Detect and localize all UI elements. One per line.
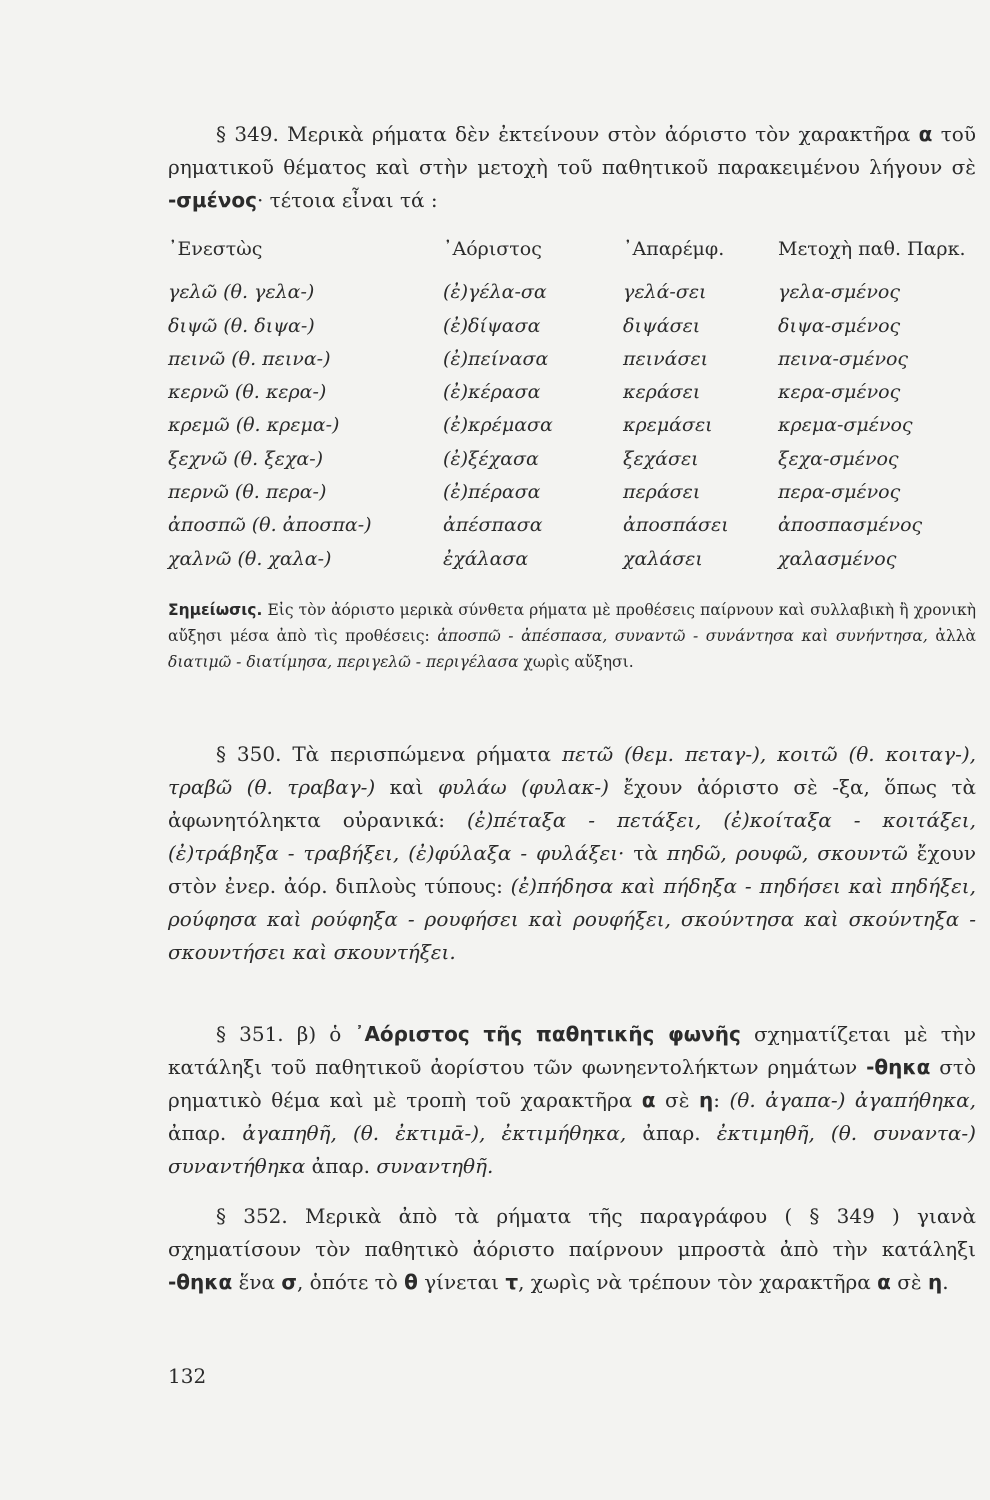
table-row — [168, 548, 980, 581]
italic-text: (ἐ)πήδησα καὶ πήδηξα - πηδήσει καὶ πηδήξει, ρούφησα καὶ ρούφηξα - ρουφήσει καὶ ρουφήξει, σκούντησα καὶ σκούντηξα - σκουντήσει καὶ σκουντήξει. — [168, 874, 977, 964]
bold-text: α — [641, 1088, 656, 1112]
text: Εἰς τὸν ἀόριστο μερικὰ σύνθετα ρήματα μὲ προθέσεις παίρνουν καὶ συλλαβικὴ ἢ χρονικὴ αὔξησι μέσα ἀπὸ τὶς προθέσεις: — [168, 601, 976, 645]
section-number: § 349. — [216, 122, 279, 146]
table-cell: (ἐ)πείνασα — [443, 347, 549, 370]
text: χωρὶς αὔξησι. — [518, 653, 634, 671]
text: σὲ — [890, 1270, 928, 1294]
table-cell: κεράσει — [623, 381, 701, 404]
italic-text: ἀγαπηθῆ, (θ. ἐκτιμᾱ-), ἐκτιμήθηκα, — [242, 1121, 627, 1145]
bold-text: -θηκα — [866, 1055, 931, 1079]
text: στὸ ρηματικὸ θέμα καὶ μὲ τροπὴ τοῦ χαρακτῆρα — [168, 1055, 976, 1112]
text: τὰ — [624, 841, 667, 865]
paragraph-350 — [168, 738, 976, 969]
bold-text: σ — [281, 1270, 297, 1294]
table-cell: ἀπέσπασα — [443, 514, 543, 537]
table-cell: κερα-σμένος — [778, 381, 901, 404]
table-cell: ἐχάλασα — [443, 547, 529, 570]
paragraph-351 — [168, 1018, 976, 1183]
table-cell: κρεμῶ (θ. κρεμα-) — [168, 414, 340, 437]
bold-text: -σμένος — [168, 188, 257, 212]
table-cell: διψῶ (θ. διψα-) — [168, 314, 315, 337]
text: σχηματίζεται μὲ τὴν κατάληξι τοῦ παθητικοῦ ἀορίστου τῶν φωνηεντολήκτων ρημάτων — [168, 1022, 976, 1079]
table-cell: (ἐ)ξέχασα — [443, 447, 539, 470]
table-cell: γελῶ (θ. γελα-) — [168, 281, 315, 304]
table-cell: ἀποσπῶ (θ. ἀποσπα-) — [168, 514, 372, 537]
section-number: § 350. — [216, 742, 282, 766]
table-cell: (ἐ)γέλα-σα — [443, 281, 547, 304]
table-cell: χαλάσει — [623, 547, 703, 570]
table-cell: (ἐ)πέρασα — [443, 481, 541, 504]
table-cell: (ἐ)δίψασα — [443, 314, 541, 337]
text: , χωρὶς νὰ τρέπουν τὸν χαρακτῆρα — [518, 1270, 878, 1294]
table-cell: πεινάσει — [623, 347, 709, 370]
table-cell: ἀποσπάσει — [623, 514, 729, 537]
italic-text: (ἐ)πέταξα - πετάξει, (ἐ)κοίταξα - κοιτάξει, (ἐ)τράβηξα - τραβήξει, (ἐ)φύλαξα - φυλάξει· — [168, 808, 976, 865]
text: ἔχουν στὸν ἐνερ. ἀόρ. διπλοὺς τύπους: — [168, 841, 976, 898]
italic-text: ἐκτιμηθῆ, (θ. συναντα-) συναντήθηκα — [168, 1121, 976, 1178]
bold-text: η — [928, 1270, 943, 1294]
table-cell: διψα-σμένος — [778, 314, 901, 337]
table-cell: (ἐ)κρέμασα — [443, 414, 553, 437]
paragraph-349 — [168, 118, 976, 217]
header-cell: ᾿Αόριστος — [443, 238, 542, 260]
bold-text: ᾿Αόριστος τῆς παθητικῆς φωνῆς — [354, 1022, 741, 1046]
section-number: § 352. — [216, 1204, 288, 1228]
table-row — [168, 514, 980, 547]
italic-text: (θ. ἀγαπα-) ἀγαπήθηκα, — [729, 1088, 976, 1112]
text: . — [942, 1270, 949, 1294]
table-cell: πεινῶ (θ. πεινα-) — [168, 347, 331, 370]
table-row — [168, 315, 980, 348]
table-row — [168, 348, 980, 381]
text: σὲ — [655, 1088, 699, 1112]
table-cell: ξεχνῶ (θ. ξεχα-) — [168, 447, 324, 470]
section-number: § 351. — [216, 1022, 284, 1046]
text: β) ὁ — [283, 1022, 355, 1046]
table-row — [168, 448, 980, 481]
text: ἕνα — [232, 1270, 282, 1294]
note — [168, 597, 976, 675]
table-cell: πεινα-σμένος — [778, 347, 909, 370]
table-cell: ἀποσπασμένος — [778, 514, 923, 537]
text: Τὰ περισπώμενα ρήματα — [281, 742, 562, 766]
table-cell: κερνῶ (θ. κερα-) — [168, 381, 327, 404]
italic-text: φυλάω (φυλακ-) — [437, 775, 609, 799]
table-cell: χαλνῶ (θ. χαλα-) — [168, 547, 332, 570]
text: ἔχουν ἀόριστο σὲ -ξα, ὅπως τὰ ἀφωνητόληκτα οὐρανικά: — [168, 775, 977, 832]
text: τοῦ ρηματικοῦ θέματος καὶ στὴν μετοχὴ τοῦ παθητικοῦ παρακειμένου λήγουν σὲ — [168, 122, 976, 179]
table-cell: γελά-σει — [623, 281, 707, 304]
table-cell: περα-σμένος — [778, 481, 901, 504]
bold-text: η — [698, 1088, 714, 1112]
text: καὶ — [375, 775, 438, 799]
bold-text: θ — [404, 1270, 418, 1294]
paragraph-352 — [168, 1200, 976, 1299]
text: Μερικὰ ἀπὸ τὰ ρήματα τῆς παραγράφου ( § 349 ) γιανὰ σχηματίσουν τὸν παθητικὸ ἀόριστο παίρνουν μπροστὰ ἀπὸ τὴν κατάληξι — [168, 1204, 976, 1261]
table-cell: διψάσει — [623, 314, 701, 337]
table-cell: γελα-σμένος — [778, 281, 900, 304]
table-row — [168, 481, 980, 514]
header-cell: Μετοχὴ παθ. Παρκ. — [778, 238, 966, 260]
page-number: 132 — [168, 1364, 207, 1388]
italic-text: πετῶ (θεμ. πεταγ-), κοιτῶ (θ. κοιταγ-), τραβῶ (θ. τραβαγ-) — [168, 742, 976, 799]
italic-text: συναντηθῆ. — [376, 1154, 494, 1178]
header-cell: ᾿Ενεστὼς — [168, 238, 263, 260]
table-cell: κρεμάσει — [623, 414, 713, 437]
text: ἀλλὰ — [927, 627, 976, 645]
bold-text: α — [877, 1270, 891, 1294]
text: ἀπαρ. — [168, 1121, 243, 1145]
text: ἀπαρ. — [305, 1154, 377, 1178]
text: · τέτοια εἶναι τά : — [256, 188, 438, 212]
header-cell: ᾿Απαρέμφ. — [623, 238, 725, 260]
note-label: Σημείωσις. — [168, 601, 263, 619]
table-cell: ξεχάσει — [623, 447, 699, 470]
table-cell: περάσει — [623, 481, 701, 504]
table-cell: κρεμα-σμένος — [778, 414, 913, 437]
text: ἀπαρ. — [626, 1121, 717, 1145]
text: : — [713, 1088, 730, 1112]
table-cell: ξεχα-σμένος — [778, 447, 899, 470]
text: Μερικὰ ρήματα δὲν ἐκτείνουν στὸν ἀόριστο τὸν χαρακτῆρα — [278, 122, 919, 146]
table-row — [168, 281, 980, 314]
table-header — [168, 238, 980, 271]
bold-text: τ — [505, 1270, 519, 1294]
table-row — [168, 414, 980, 447]
table-cell: (ἐ)κέρασα — [443, 381, 541, 404]
bold-text: α — [918, 122, 933, 146]
text: γίνεται — [417, 1270, 506, 1294]
table-cell: χαλασμένος — [778, 547, 897, 570]
text: , ὁπότε τὸ — [296, 1270, 405, 1294]
verb-table — [168, 238, 980, 581]
bold-text: -θηκα — [168, 1270, 233, 1294]
italic-text: ἀποσπῶ - ἀπέσπασα, συναντῶ - συνάντησα καὶ συνήντησα, — [437, 627, 928, 645]
table-row — [168, 381, 980, 414]
italic-text: πηδῶ, ρουφῶ, σκουντῶ — [666, 841, 908, 865]
table-cell: περνῶ (θ. περα-) — [168, 481, 327, 504]
italic-text: διατιμῶ - διατίμησα, περιγελῶ - περιγέλασα — [168, 653, 519, 671]
